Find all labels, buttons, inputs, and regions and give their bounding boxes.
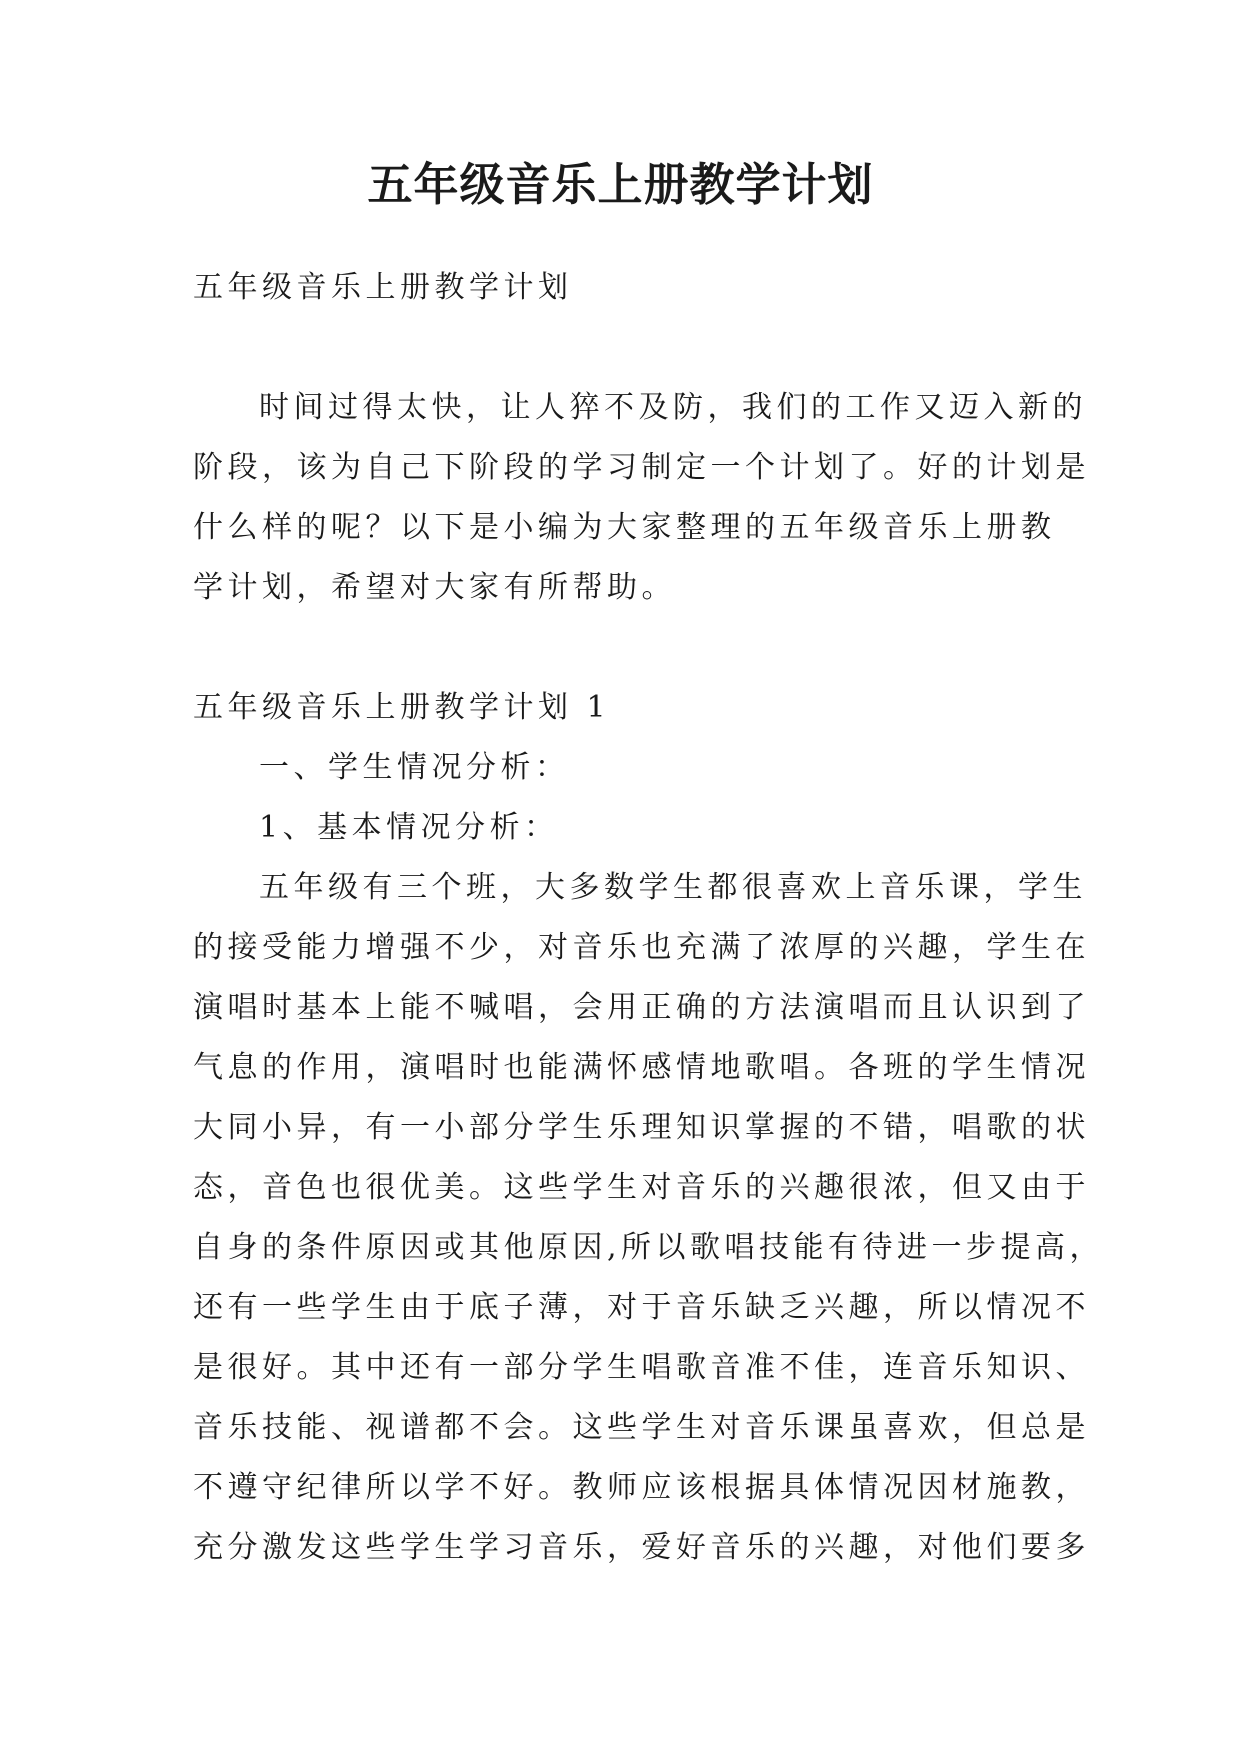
paragraph-line: 大同小异，有一小部分学生乐理知识掌握的不错，唱歌的状 <box>193 1110 1090 1145</box>
document-body <box>193 258 1105 1578</box>
paragraph-line: 气息的作用，演唱时也能满怀感情地歌唱。各班的学生情况 <box>193 1050 1090 1085</box>
blank-line <box>193 318 1073 378</box>
paragraph-line: 还有一些学生由于底子薄，对于音乐缺乏兴趣，所以情况不 <box>193 1290 1090 1325</box>
analysis-paragraph <box>193 858 1105 1578</box>
document-title: 五年级音乐上册教学计划 <box>367 158 874 211</box>
intro-line: 学计划，希望对大家有所帮助。 <box>193 570 676 605</box>
part-heading: 一、学生情况分析： <box>259 750 570 785</box>
paragraph-line: 态，音色也很优美。这些学生对音乐的兴趣很浓，但又由于 <box>193 1170 1090 1205</box>
document-subtitle: 五年级音乐上册教学计划 <box>193 270 573 305</box>
paragraph-line: 不遵守纪律所以学不好。教师应该根据具体情况因材施教， <box>193 1470 1090 1505</box>
paragraph-line: 五年级有三个班，大多数学生都很喜欢上音乐课，学生 <box>259 870 1087 905</box>
paragraph-line: 的接受能力增强不少，对音乐也充满了浓厚的兴趣，学生在 <box>193 930 1090 965</box>
paragraph-line: 音乐技能、视谱都不会。这些学生对音乐课虽喜欢，但总是 <box>193 1410 1090 1445</box>
sub-heading: 1、基本情况分析： <box>259 810 559 845</box>
section-heading: 五年级音乐上册教学计划 1 <box>193 690 611 725</box>
intro-line: 什么样的呢？以下是小编为大家整理的五年级音乐上册教 <box>193 510 1056 545</box>
paragraph-line: 演唱时基本上能不喊唱，会用正确的方法演唱而且认识到了 <box>193 990 1090 1025</box>
paragraph-line: 自身的条件原因或其他原因,所以歌唱技能有待进一步提高， <box>193 1230 1105 1265</box>
intro-line: 阶段，该为自己下阶段的学习制定一个计划了。好的计划是 <box>193 450 1090 485</box>
blank-line <box>193 618 1073 678</box>
paragraph-line: 是很好。其中还有一部分学生唱歌音准不佳，连音乐知识、 <box>193 1350 1090 1385</box>
intro-paragraph <box>193 378 1090 618</box>
paragraph-line: 充分激发这些学生学习音乐，爱好音乐的兴趣，对他们要多 <box>193 1530 1090 1565</box>
intro-line: 时间过得太快，让人猝不及防，我们的工作又迈入新的 <box>259 390 1087 425</box>
